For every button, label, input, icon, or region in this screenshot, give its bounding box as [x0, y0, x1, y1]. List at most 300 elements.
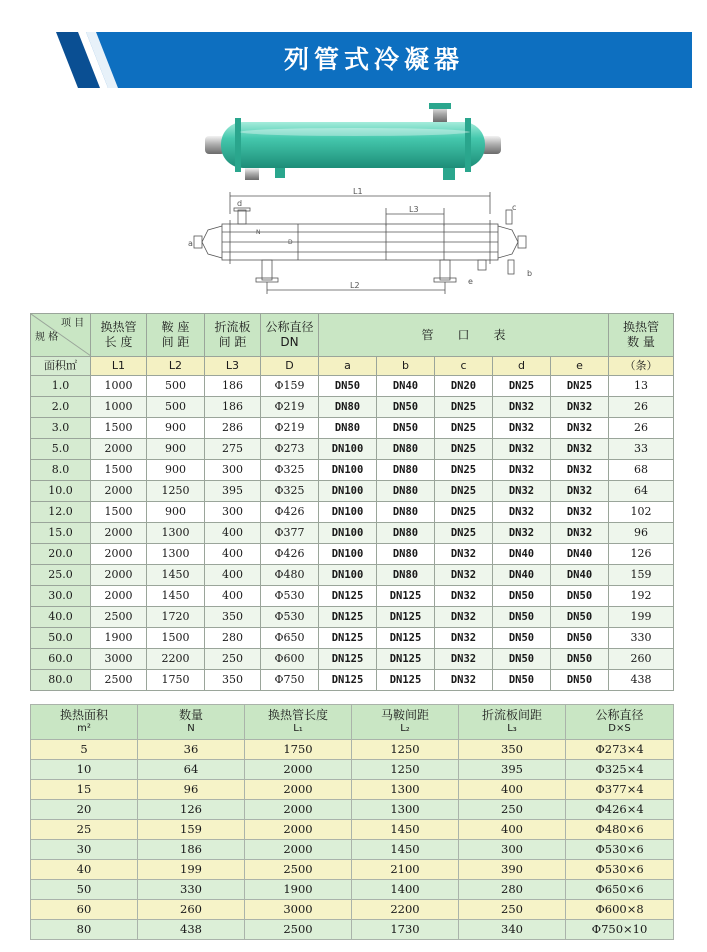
model-cell: 60	[31, 900, 138, 920]
cell-l2: 1450	[147, 586, 205, 607]
cell-l2: 2200	[147, 649, 205, 670]
model-cell: 1300	[352, 800, 459, 820]
cell-e: DN32	[551, 460, 609, 481]
model-header-unit: m²	[77, 723, 91, 734]
cell-n: 330	[609, 628, 674, 649]
cell-l1: 1000	[91, 376, 147, 397]
model-cell: 2200	[352, 900, 459, 920]
header-nozzles: 管 口 表	[319, 314, 609, 357]
model-cell: 25	[31, 820, 138, 840]
cell-n: 438	[609, 670, 674, 691]
cell-l1: 2000	[91, 481, 147, 502]
cell-l1: 2500	[91, 607, 147, 628]
cell-l3: 400	[205, 544, 261, 565]
table-row	[31, 740, 674, 760]
subheader-a: a	[319, 357, 377, 376]
label-a: a	[188, 239, 193, 248]
corner-item: 项 目	[61, 318, 85, 329]
cell-l3: 300	[205, 460, 261, 481]
cell-a: DN80	[319, 418, 377, 439]
cell-c: DN32	[435, 544, 493, 565]
cell-n: 26	[609, 418, 674, 439]
model-cell: Φ426×4	[566, 800, 674, 820]
cell-dd: DN50	[493, 607, 551, 628]
cell-a: DN50	[319, 376, 377, 397]
cell-l1: 2000	[91, 439, 147, 460]
cell-area: 5.0	[31, 439, 91, 460]
cell-b: DN80	[377, 523, 435, 544]
table-row	[31, 649, 674, 670]
table-row	[31, 586, 674, 607]
cell-d: Φ600	[261, 649, 319, 670]
table-row	[31, 523, 674, 544]
model-cell: 159	[138, 820, 245, 840]
table-row	[31, 544, 674, 565]
model-cell: Φ325×4	[566, 760, 674, 780]
page-title: 列管式冷凝器	[283, 45, 464, 74]
title-banner	[56, 32, 692, 88]
model-cell: 1300	[352, 780, 459, 800]
cell-d: Φ325	[261, 460, 319, 481]
model-cell: Φ530×6	[566, 840, 674, 860]
cell-dd: DN32	[493, 460, 551, 481]
model-table	[30, 704, 674, 940]
cell-d: Φ219	[261, 418, 319, 439]
model-cell: Φ600×8	[566, 900, 674, 920]
cell-e: DN50	[551, 607, 609, 628]
table-row	[31, 565, 674, 586]
model-header-unit: L₂	[400, 723, 410, 734]
table-row	[31, 376, 674, 397]
model-header	[245, 705, 352, 740]
cell-l2: 1750	[147, 670, 205, 691]
table-row	[31, 900, 674, 920]
model-cell: 300	[459, 840, 566, 860]
model-header	[138, 705, 245, 740]
model-header-unit: N	[187, 723, 195, 734]
cell-n: 199	[609, 607, 674, 628]
cell-a: DN125	[319, 628, 377, 649]
model-header	[31, 705, 138, 740]
cell-a: DN100	[319, 439, 377, 460]
cell-d: Φ273	[261, 439, 319, 460]
cell-e: DN32	[551, 481, 609, 502]
cell-e: DN32	[551, 439, 609, 460]
label-L1: L1	[353, 187, 363, 196]
cell-a: DN100	[319, 523, 377, 544]
cell-dd: DN32	[493, 397, 551, 418]
cell-c: DN20	[435, 376, 493, 397]
cell-l2: 900	[147, 502, 205, 523]
model-cell: 40	[31, 860, 138, 880]
cell-e: DN50	[551, 670, 609, 691]
table-row	[31, 840, 674, 860]
subheader-count: （条）	[609, 357, 674, 376]
header-saddle-distance: 鞍 座 间 距	[147, 314, 205, 357]
cell-l2: 1450	[147, 565, 205, 586]
cell-area: 50.0	[31, 628, 91, 649]
cell-l3: 400	[205, 586, 261, 607]
cell-l3: 186	[205, 376, 261, 397]
model-cell: 340	[459, 920, 566, 940]
cell-dd: DN40	[493, 565, 551, 586]
cell-a: DN125	[319, 586, 377, 607]
cell-d: Φ750	[261, 670, 319, 691]
cell-dd: DN32	[493, 502, 551, 523]
model-cell: 1450	[352, 840, 459, 860]
cell-a: DN125	[319, 670, 377, 691]
cell-n: 33	[609, 439, 674, 460]
model-cell: Φ750×10	[566, 920, 674, 940]
model-header-label: 公称直径	[595, 708, 644, 722]
cell-dd: DN25	[493, 376, 551, 397]
label-c: c	[512, 203, 517, 212]
cell-a: DN100	[319, 460, 377, 481]
cell-area: 3.0	[31, 418, 91, 439]
cell-e: DN32	[551, 397, 609, 418]
model-header-label: 数量	[178, 708, 203, 722]
cell-b: DN80	[377, 544, 435, 565]
spec-table	[30, 313, 674, 691]
cell-area: 2.0	[31, 397, 91, 418]
cell-l3: 300	[205, 502, 261, 523]
cell-d: Φ530	[261, 607, 319, 628]
cell-n: 68	[609, 460, 674, 481]
cell-l1: 2000	[91, 544, 147, 565]
label-L3: L3	[409, 205, 419, 214]
cell-area: 60.0	[31, 649, 91, 670]
cell-a: DN100	[319, 481, 377, 502]
cell-c: DN25	[435, 460, 493, 481]
model-header-label: 换热管长度	[267, 708, 328, 722]
model-cell: 96	[138, 780, 245, 800]
cell-l3: 275	[205, 439, 261, 460]
model-cell: 30	[31, 840, 138, 860]
cell-c: DN32	[435, 565, 493, 586]
model-cell: 2500	[245, 860, 352, 880]
cell-dd: DN32	[493, 418, 551, 439]
cell-dd: DN32	[493, 439, 551, 460]
cell-l2: 1500	[147, 628, 205, 649]
cell-e: DN32	[551, 418, 609, 439]
subheader-e: e	[551, 357, 609, 376]
cell-l3: 350	[205, 670, 261, 691]
cell-l2: 1250	[147, 481, 205, 502]
cell-area: 80.0	[31, 670, 91, 691]
cell-n: 26	[609, 397, 674, 418]
cell-l1: 2000	[91, 523, 147, 544]
cell-l2: 500	[147, 397, 205, 418]
model-cell: 438	[138, 920, 245, 940]
cell-b: DN50	[377, 397, 435, 418]
cell-dd: DN32	[493, 523, 551, 544]
cell-b: DN125	[377, 586, 435, 607]
model-cell: 2500	[245, 920, 352, 940]
label-L2: L2	[350, 281, 360, 290]
cell-n: 192	[609, 586, 674, 607]
model-header	[352, 705, 459, 740]
cell-e: DN50	[551, 586, 609, 607]
subheader-c: c	[435, 357, 493, 376]
label-b: b	[527, 269, 533, 278]
cell-area: 8.0	[31, 460, 91, 481]
cell-c: DN25	[435, 502, 493, 523]
cell-b: DN125	[377, 607, 435, 628]
model-cell: 2100	[352, 860, 459, 880]
model-cell: 2000	[245, 760, 352, 780]
table-row	[31, 920, 674, 940]
model-cell: 186	[138, 840, 245, 860]
subheader-l1: L1	[91, 357, 147, 376]
cell-l3: 286	[205, 418, 261, 439]
model-header-unit: D×S	[608, 723, 631, 734]
model-cell: 2000	[245, 800, 352, 820]
table-row	[31, 800, 674, 820]
cell-b: DN50	[377, 418, 435, 439]
cell-l2: 1300	[147, 544, 205, 565]
table-row	[31, 628, 674, 649]
model-cell: 330	[138, 880, 245, 900]
model-cell: 250	[459, 800, 566, 820]
model-header-label: 折流板间距	[481, 708, 542, 722]
header-area: 面积㎡	[31, 357, 91, 376]
model-cell: 64	[138, 760, 245, 780]
model-cell: 2000	[245, 840, 352, 860]
subheader-dd: d	[493, 357, 551, 376]
model-cell: Φ480×6	[566, 820, 674, 840]
table-row	[31, 460, 674, 481]
cell-b: DN125	[377, 649, 435, 670]
cell-c: DN25	[435, 418, 493, 439]
cell-l3: 400	[205, 523, 261, 544]
model-cell: Φ273×4	[566, 740, 674, 760]
cell-l1: 1500	[91, 460, 147, 481]
cell-l1: 1500	[91, 502, 147, 523]
model-cell: 20	[31, 800, 138, 820]
cell-area: 30.0	[31, 586, 91, 607]
cell-a: DN80	[319, 397, 377, 418]
cell-d: Φ426	[261, 544, 319, 565]
cell-c: DN32	[435, 586, 493, 607]
cell-l2: 1300	[147, 523, 205, 544]
cell-l2: 1720	[147, 607, 205, 628]
cell-n: 260	[609, 649, 674, 670]
model-cell: Φ377×4	[566, 780, 674, 800]
cell-c: DN25	[435, 439, 493, 460]
model-cell: 350	[459, 740, 566, 760]
cell-c: DN25	[435, 397, 493, 418]
cell-d: Φ530	[261, 586, 319, 607]
header-tube-length: 换热管 长 度	[91, 314, 147, 357]
table-row	[31, 439, 674, 460]
table-row	[31, 760, 674, 780]
cell-area: 12.0	[31, 502, 91, 523]
cell-l3: 395	[205, 481, 261, 502]
cell-b: DN125	[377, 628, 435, 649]
cell-a: DN100	[319, 544, 377, 565]
cell-b: DN40	[377, 376, 435, 397]
table-row	[31, 607, 674, 628]
cell-d: Φ219	[261, 397, 319, 418]
cell-l3: 400	[205, 565, 261, 586]
cell-e: DN25	[551, 376, 609, 397]
model-cell: 1900	[245, 880, 352, 900]
cell-dd: DN50	[493, 670, 551, 691]
model-cell: 36	[138, 740, 245, 760]
cell-l1: 1900	[91, 628, 147, 649]
cell-a: DN100	[319, 502, 377, 523]
condenser-drawing	[188, 184, 533, 299]
cell-l3: 350	[205, 607, 261, 628]
model-header-label: 换热面积	[59, 708, 108, 722]
cell-b: DN80	[377, 565, 435, 586]
model-cell: 10	[31, 760, 138, 780]
model-cell: 3000	[245, 900, 352, 920]
cell-l3: 250	[205, 649, 261, 670]
condenser-photo	[205, 100, 505, 185]
model-cell: 1750	[245, 740, 352, 760]
cell-l1: 2500	[91, 670, 147, 691]
model-cell: 80	[31, 920, 138, 940]
cell-e: DN40	[551, 544, 609, 565]
cell-dd: DN50	[493, 586, 551, 607]
cell-n: 64	[609, 481, 674, 502]
cell-c: DN25	[435, 523, 493, 544]
subheader-b: b	[377, 357, 435, 376]
cell-dd: DN50	[493, 628, 551, 649]
cell-b: DN80	[377, 439, 435, 460]
cell-c: DN32	[435, 628, 493, 649]
cell-n: 159	[609, 565, 674, 586]
cell-e: DN32	[551, 523, 609, 544]
model-cell: 50	[31, 880, 138, 900]
cell-d: Φ426	[261, 502, 319, 523]
cell-b: DN125	[377, 670, 435, 691]
model-cell: 260	[138, 900, 245, 920]
subheader-l2: L2	[147, 357, 205, 376]
header-nominal-diameter: 公称直径 DN	[261, 314, 319, 357]
model-header	[459, 705, 566, 740]
cell-l2: 500	[147, 376, 205, 397]
cell-l2: 900	[147, 439, 205, 460]
table-row	[31, 397, 674, 418]
model-header	[566, 705, 674, 740]
cell-c: DN32	[435, 670, 493, 691]
model-cell: 2000	[245, 780, 352, 800]
model-cell: 2000	[245, 820, 352, 840]
model-cell: 400	[459, 820, 566, 840]
model-cell: 280	[459, 880, 566, 900]
cell-b: DN80	[377, 502, 435, 523]
model-header-label: 马鞍间距	[380, 708, 429, 722]
cell-area: 1.0	[31, 376, 91, 397]
cell-n: 126	[609, 544, 674, 565]
model-cell: 250	[459, 900, 566, 920]
model-cell: 1450	[352, 820, 459, 840]
header-baffle-distance: 折流板 间 距	[205, 314, 261, 357]
cell-l1: 1000	[91, 397, 147, 418]
cell-c: DN25	[435, 481, 493, 502]
subheader-l3: L3	[205, 357, 261, 376]
cell-a: DN125	[319, 649, 377, 670]
cell-d: Φ325	[261, 481, 319, 502]
model-cell: 1730	[352, 920, 459, 940]
cell-area: 40.0	[31, 607, 91, 628]
label-e: e	[468, 277, 473, 286]
cell-b: DN80	[377, 460, 435, 481]
cell-l2: 900	[147, 418, 205, 439]
cell-c: DN32	[435, 607, 493, 628]
cell-area: 25.0	[31, 565, 91, 586]
cell-l1: 1500	[91, 418, 147, 439]
cell-e: DN50	[551, 649, 609, 670]
subheader-d: D	[261, 357, 319, 376]
cell-area: 20.0	[31, 544, 91, 565]
cell-d: Φ480	[261, 565, 319, 586]
model-cell: Φ530×6	[566, 860, 674, 880]
cell-e: DN50	[551, 628, 609, 649]
corner-spec: 规 格	[35, 332, 59, 343]
cell-c: DN32	[435, 649, 493, 670]
cell-b: DN80	[377, 481, 435, 502]
header-tube-count: 换热管 数 量	[609, 314, 674, 357]
model-cell: 400	[459, 780, 566, 800]
cell-area: 10.0	[31, 481, 91, 502]
cell-area: 15.0	[31, 523, 91, 544]
label-D: D	[288, 239, 293, 246]
cell-n: 96	[609, 523, 674, 544]
model-header-unit: L₁	[293, 723, 303, 734]
model-cell: 1250	[352, 760, 459, 780]
table-row	[31, 481, 674, 502]
table-row	[31, 860, 674, 880]
label-d: d	[237, 199, 243, 208]
cell-n: 102	[609, 502, 674, 523]
cell-l1: 2000	[91, 565, 147, 586]
model-header-unit: L₃	[507, 723, 517, 734]
corner-cell	[31, 314, 91, 357]
model-cell: 199	[138, 860, 245, 880]
cell-d: Φ377	[261, 523, 319, 544]
cell-l1: 2000	[91, 586, 147, 607]
table-row	[31, 502, 674, 523]
cell-l1: 3000	[91, 649, 147, 670]
table-row	[31, 780, 674, 800]
model-cell: 395	[459, 760, 566, 780]
cell-l2: 900	[147, 460, 205, 481]
cell-n: 13	[609, 376, 674, 397]
cell-l3: 280	[205, 628, 261, 649]
model-cell: 15	[31, 780, 138, 800]
label-N: N	[256, 229, 261, 236]
table-row	[31, 820, 674, 840]
cell-e: DN40	[551, 565, 609, 586]
cell-a: DN100	[319, 565, 377, 586]
model-cell: 1400	[352, 880, 459, 900]
model-cell: 1250	[352, 740, 459, 760]
cell-d: Φ159	[261, 376, 319, 397]
table-row	[31, 670, 674, 691]
cell-d: Φ650	[261, 628, 319, 649]
cell-e: DN32	[551, 502, 609, 523]
cell-a: DN125	[319, 607, 377, 628]
cell-l3: 186	[205, 397, 261, 418]
model-cell: 390	[459, 860, 566, 880]
cell-dd: DN50	[493, 649, 551, 670]
table-row	[31, 880, 674, 900]
table-row	[31, 418, 674, 439]
cell-dd: DN32	[493, 481, 551, 502]
